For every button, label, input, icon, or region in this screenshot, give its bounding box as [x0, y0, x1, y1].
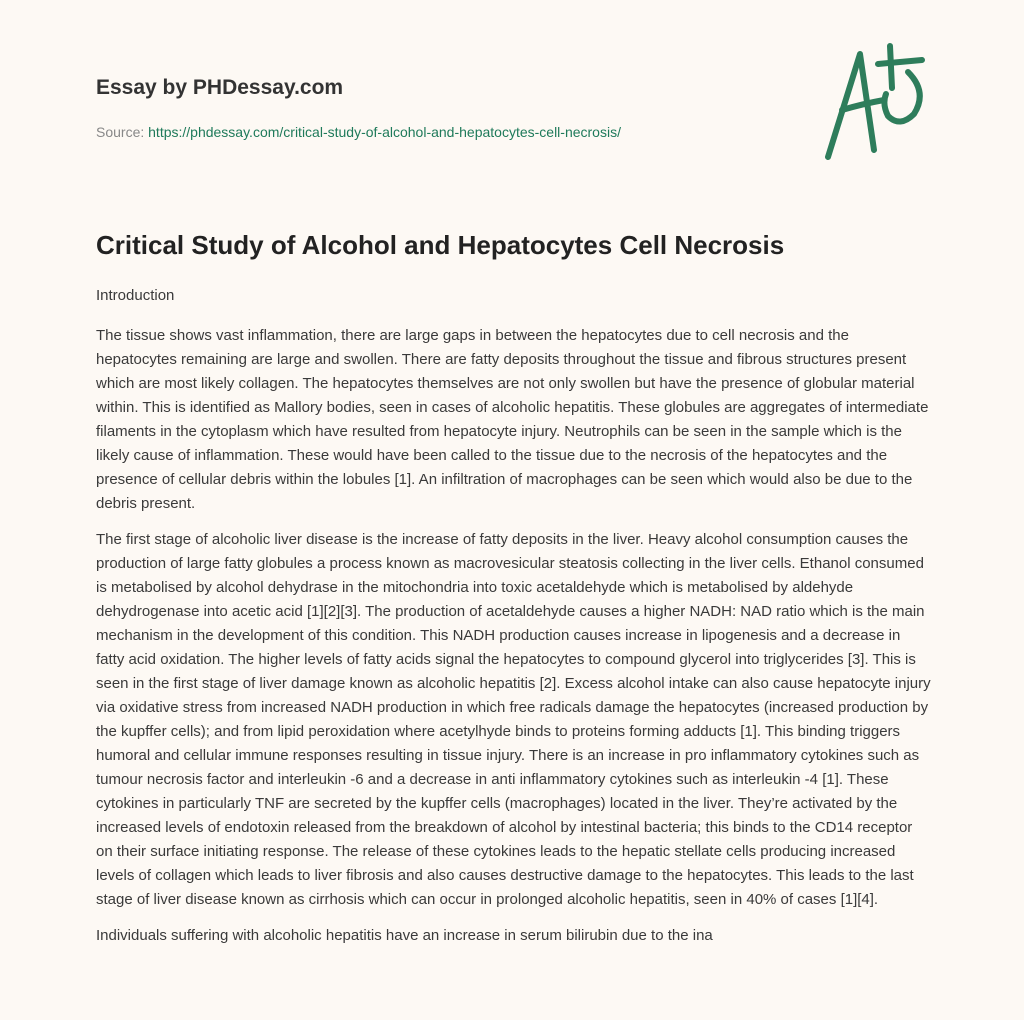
intro-heading: Introduction: [96, 287, 175, 304]
paragraph: The tissue shows vast inflammation, there are large gaps in between the hepatocytes due to cell necrosis and the hepatocytes remaining are large and swollen. There are fatty deposits throughout the tissue and fibrous structures present which are most likely collagen. The hepatocytes themselves are not only swollen but have the presence of globular material within. This is identified as Mallory bodies, seen in cases of alcoholic hepatitis. These globules are aggregates of intermediate filaments in the cytoplasm which have resulted from hepatocyte injury. Neutrophils can be seen in the sample which is the likely cause of inflammation. These would have been called to the tissue due to the necrosis of the hepatocytes and the presence of cellular debris within the lobules [1]. An infiltration of macrophages can be seen which would also be due to the debris present.: [96, 327, 929, 512]
paragraph: The first stage of alcoholic liver disease is the increase of fatty deposits in the liver. Heavy alcohol consumption causes the production of large fatty globules a process known as macrovesicular steatosis collecting in the liver cells. Ethanol consumed is metabolised by alcohol dehydrase in the mitochondria into toxic acetaldehyde which is metabolised by aldehyde dehydrogenase into acetic acid [1][2][3]. The production of acetaldehyde causes a higher NADH: NAD ratio which is the main mechanism in the development of this condition. This NADH production causes increase in lipogenesis and a decrease in fatty acid oxidation. The higher levels of fatty acids signal the hepatocytes to compound glycerol into triglycerides [3]. This is seen in the first stage of liver damage known as alcoholic hepatitis [2]. Excess alcohol intake can also cause hepatocyte injury via oxidative stress from increased NADH production in which free radicals damage the hepatocytes (increased production by the kupffer cells); and from lipid peroxidation where acetylhyde binds to proteins forming adducts [1]. This binding triggers humoral and cellular immune responses resulting in tissue injury. There is an increase in pro inflammatory cytokines such as tumour necrosis factor and interleukin -6 and a decrease in anti inflammatory cytokines such as interleukin -4 [1]. These cytokines in particularly TNF are secreted by the kupffer cells (macrophages) located in the liver. They’re activated by the increased levels of endotoxin released from the breakdown of alcohol by intestinal bacteria; this binds to the CD14 receptor on their surface initiating response. The release of these cytokines leads to the hepatic stellate cells producing increased levels of collagen which leads to liver fibrosis and also causes destructive damage to the hepatocytes. This leads to the last stage of liver disease known as cirrhosis which can occur in prolonged alcoholic hepatitis, seen in 40% of cases [1][4].: [96, 531, 931, 908]
paragraph: Individuals suffering with alcoholic hepatitis have an increase in serum bilirubin due to the ina: [96, 927, 713, 944]
source-link[interactable]: https://phdessay.com/critical-study-of-alcohol-and-hepatocytes-cell-necrosis/: [148, 124, 621, 140]
article-title: Critical Study of Alcohol and Hepatocytes Cell Necrosis: [96, 230, 785, 260]
article: [96, 228, 932, 960]
brand-title: Essay by PHDessay.com: [96, 76, 344, 99]
a-plus-logo-icon: [822, 42, 927, 162]
essay-header: [96, 76, 936, 140]
source-label: Source:: [96, 124, 145, 140]
source-line: [96, 124, 621, 140]
